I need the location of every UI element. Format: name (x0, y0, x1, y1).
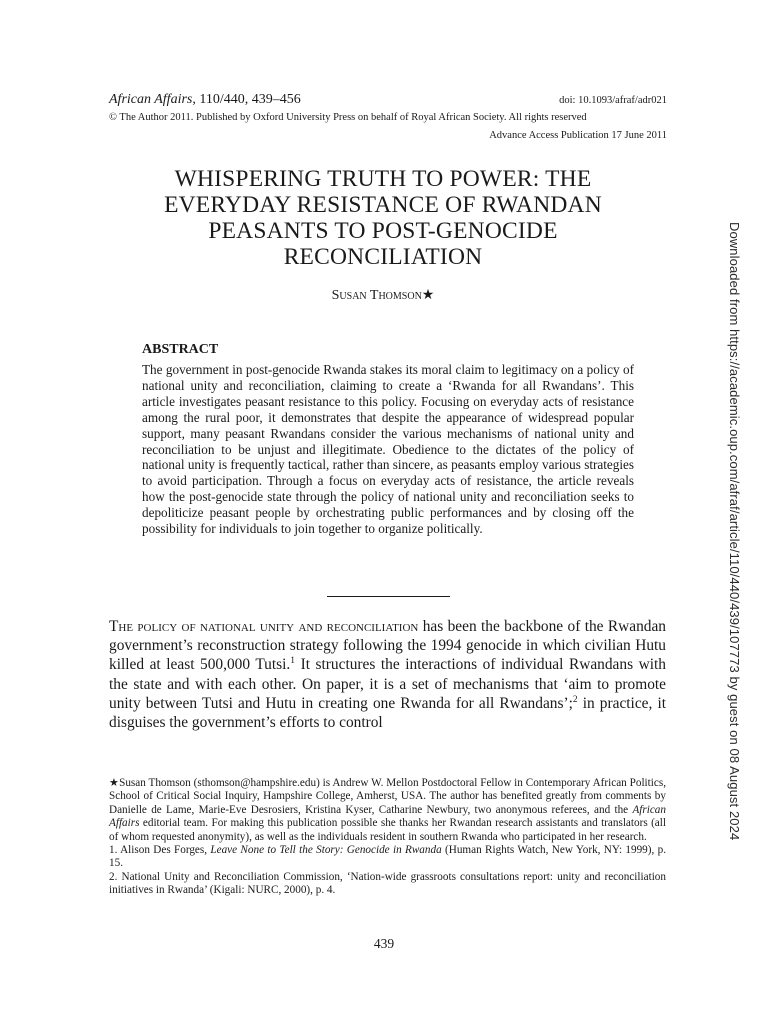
title-line: RECONCILIATION (283, 244, 483, 270)
volume-pages: , 110/440, 439–456 (192, 92, 301, 107)
footnotes (109, 777, 666, 898)
abstract-heading: ABSTRACT (142, 342, 219, 357)
body-text: has been the backbone of the Rwandan government’s reconstruction strategy following the 1994 genocide in which civilian Hutu killed at least 500,000 Tutsi. (109, 618, 666, 674)
author-footnote-mark: ★ (421, 288, 435, 303)
doi: doi: 10.1093/afraf/adr021 (559, 95, 667, 106)
download-stamp: Downloaded from https://academic.oup.com/afraf/article/110/440/439/107773 by guest on 08 August 2024 (727, 222, 742, 841)
footnote-number: 2. (109, 870, 118, 883)
footnote-number: 1. (109, 844, 118, 857)
author-note-text: ★Susan Thomson (sthomson@hampshire.edu) is Andrew W. Mellon Postdoctoral Fellow in Contemporary African Politics, School of Critical Social Inquiry, Hampshire College, Amherst, USA. The author has benefited greatly from comments by Danielle de Lame, Marie-Eve Desrosiers, Kristina Kyser, Catharine Newbury, two anonymous referees, and the (109, 777, 666, 816)
journal-name: African Affairs (109, 92, 193, 107)
body-text: in practice, it disguises the government’s efforts to control (109, 694, 666, 732)
title-line: EVERYDAY RESISTANCE OF RWANDAN (164, 192, 602, 218)
footnote-2 (109, 871, 666, 898)
copyright-notice: © The Author 2011. Published by Oxford University Press on behalf of Royal African Society. All rights reserved (109, 112, 587, 123)
section-divider (327, 596, 450, 597)
title-line: PEASANTS TO POST-GENOCIDE (208, 218, 558, 244)
page-number: 439 (373, 936, 395, 951)
author-note-journal: African Affairs (109, 803, 666, 830)
footnote-ref[interactable]: 2 (572, 694, 578, 705)
title-line: WHISPERING TRUTH TO POWER: THE (174, 166, 592, 192)
journal-citation (109, 92, 667, 108)
lead-in-small-caps: The policy of national unity and reconciliation (109, 618, 419, 635)
footnote-1 (109, 844, 666, 871)
author-note-text: editorial team. For making this publication possible she thanks her Rwandan research assistants and translators (all of whom requested anonymity), as well as the individuals resident in southern Rwanda who participated in her research. (109, 817, 666, 843)
article-title (100, 166, 666, 270)
body-paragraph (109, 617, 666, 732)
author-byline (100, 287, 666, 304)
footnote-text: (Human Rights Watch, New York, NY: 1999), p. 15. (109, 844, 666, 870)
footnote-ref[interactable]: 1 (290, 656, 296, 667)
author-name: Susan Thomson (331, 288, 422, 303)
body-text: It structures the interactions of individual Rwandans with the state and with each other. On paper, it is a set of mechanisms that ‘aim to promote unity between Tutsi and Hutu in creating one Rwanda for all Rwandans’; (109, 656, 666, 712)
advance-access-date: Advance Access Publication 17 June 2011 (489, 130, 667, 141)
abstract-text: The government in post-genocide Rwanda stakes its moral claim to legitimacy on a policy of national unity and reconciliation, claiming to create a ‘Rwanda for all Rwandans’. This article investigates peasant resistance to this policy. Focusing on everyday acts of resistance among the rural poor, it demonstrates that despite the appearance of widespread popular support, many peasant Rwandans consider the various mechanisms of national unity and reconciliation to be unjust and illegitimate. Obedience to the dictates of the policy of national unity is frequently tactical, rather than sincere, as peasants employ various strategies to avoid participation. Through a focus on everyday acts of resistance, the article reveals how the post-genocide state through the policy of national unity and reconciliation seeks to depoliticize peasant people by orchestrating public performances and by closing off the possibility for individuals to join together to organize politically. (142, 362, 634, 537)
footnote-book-title: Leave None to Tell the Story: Genocide in Rwanda (210, 844, 442, 857)
author-note (109, 777, 666, 844)
footnote-text: National Unity and Reconciliation Commission, ‘Nation-wide grassroots consultations report: unity and reconciliation initiatives in Rwanda’ (Kigali: NURC, 2000), p. 4. (109, 870, 666, 897)
footnote-text: Alison Des Forges, (117, 844, 211, 857)
